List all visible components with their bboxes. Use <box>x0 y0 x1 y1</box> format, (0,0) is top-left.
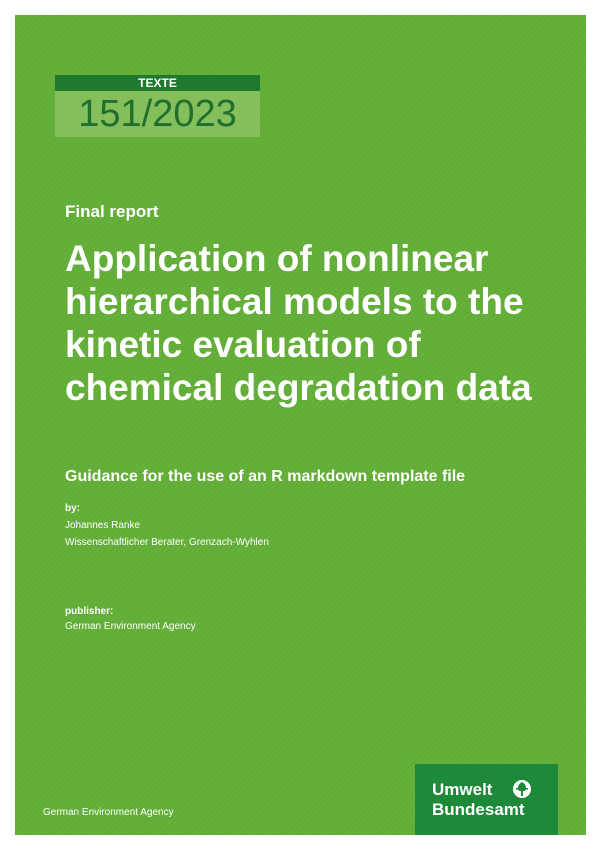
logo-line-1: Umwelt <box>432 780 493 799</box>
publisher-label: publisher: <box>65 606 114 617</box>
uba-emblem-icon <box>512 779 532 799</box>
cover-page <box>15 15 586 835</box>
author-affiliation: Wissenschaftlicher Berater, Grenzach-Wyhlen <box>65 537 269 548</box>
series-number: 151/2023 <box>55 91 260 137</box>
uba-logo <box>415 764 558 835</box>
document-title: Application of nonlinear hierarchical models to the kinetic evaluation of chemical degradation data <box>65 238 532 408</box>
author-label: by: <box>65 503 80 514</box>
series-badge <box>55 75 260 137</box>
footer-agency: German Environment Agency <box>43 807 174 818</box>
publisher-name: German Environment Agency <box>65 621 196 632</box>
author-name: Johannes Ranke <box>65 520 141 531</box>
document-subtitle: Guidance for the use of an R markdown template file <box>65 468 466 485</box>
logo-line-2: Bundesamt <box>432 800 525 819</box>
report-type: Final report <box>65 202 159 221</box>
series-label: TEXTE <box>55 75 260 91</box>
